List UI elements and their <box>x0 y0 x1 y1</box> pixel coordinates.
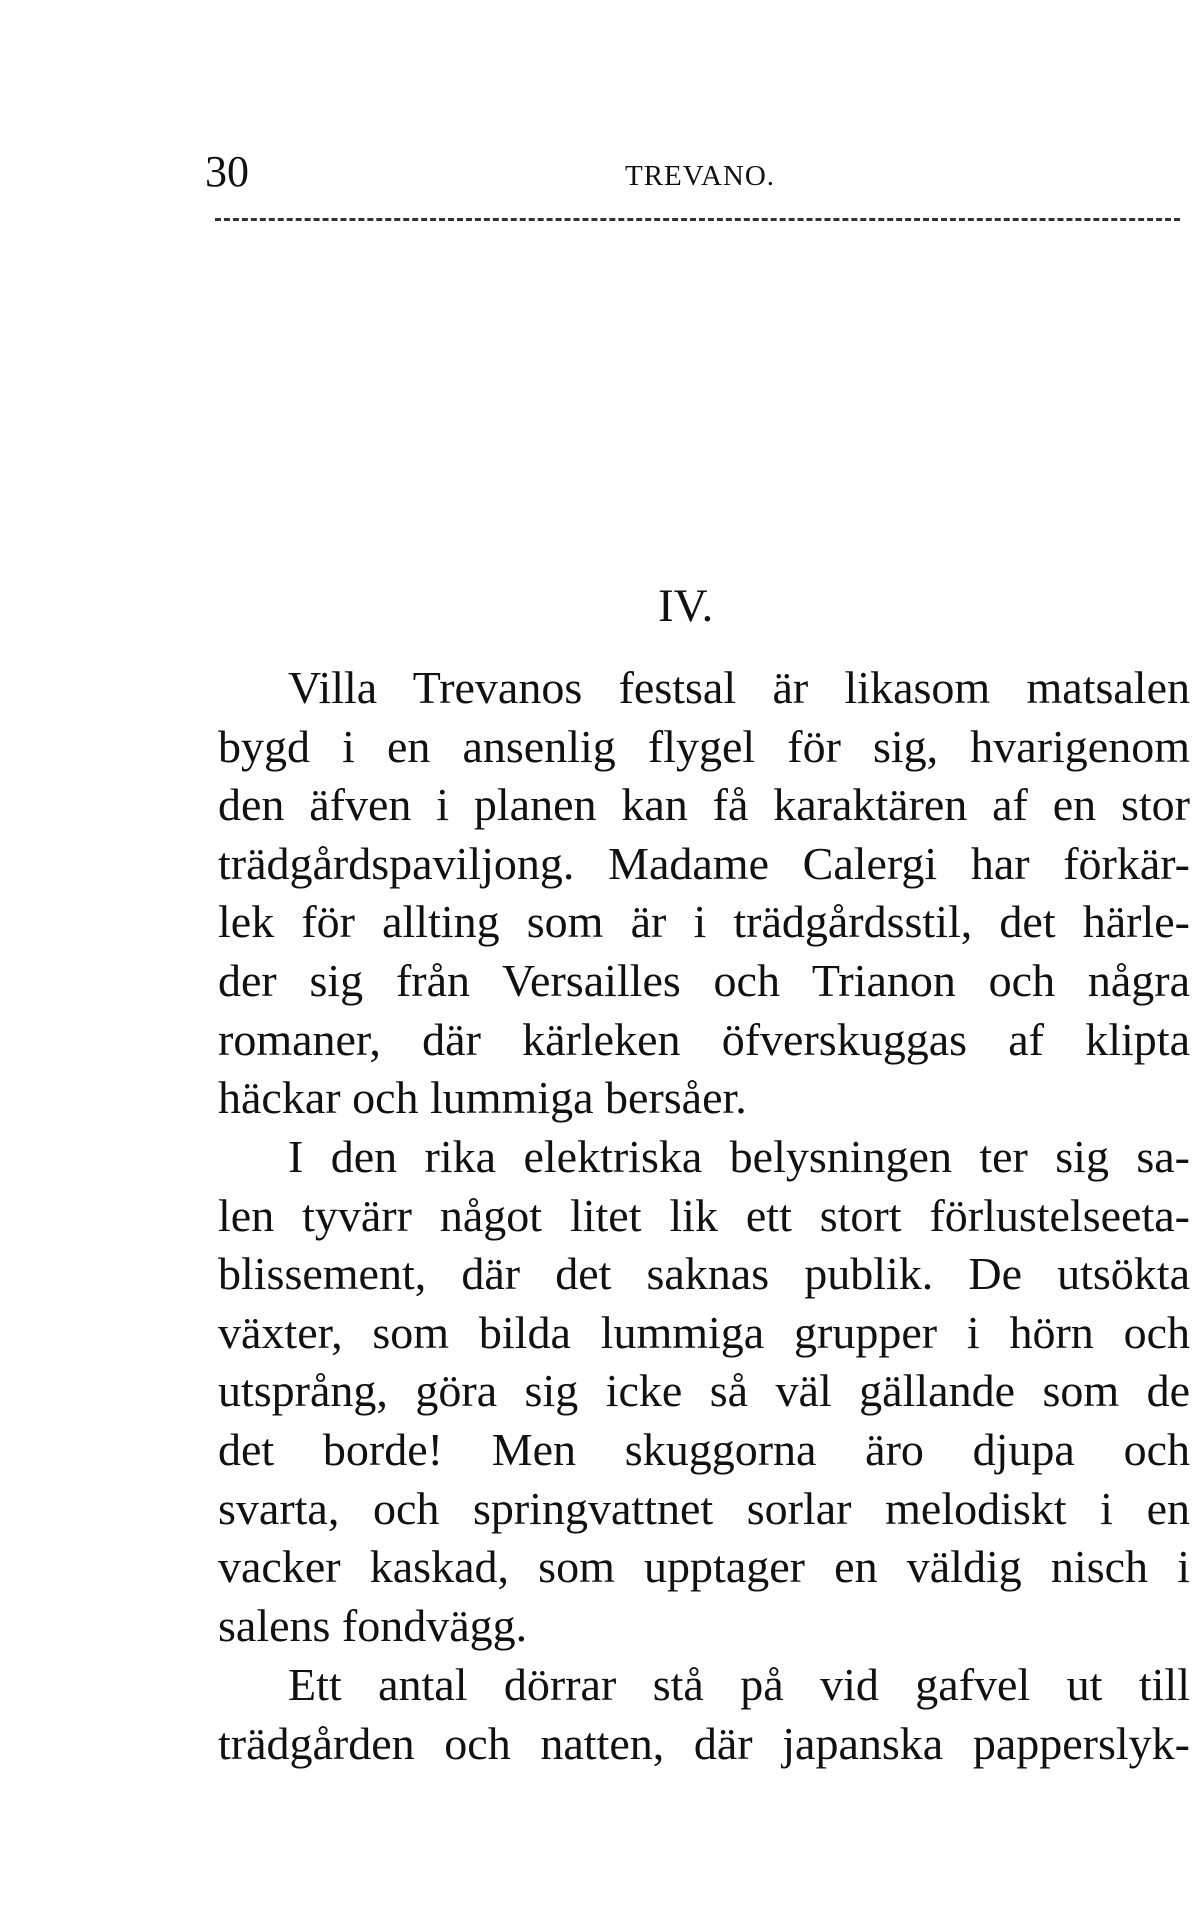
text-line: len tyvärr något litet lik ett stort förlustelseeta- <box>218 1189 1190 1241</box>
text-line: det borde! Men skuggorna äro djupa och <box>218 1423 1190 1475</box>
text-line: bygd i en ansenlig flygel för sig, hvarigenom <box>218 720 1190 772</box>
text-line: Ett antal dörrar stå på vid gafvel ut till <box>288 1659 1190 1710</box>
text-line: salens fondvägg. <box>218 1599 528 1651</box>
text-line: lek för allting som är i trädgårdsstil, det härle- <box>218 896 1190 948</box>
running-title: TREVANO. <box>625 160 776 192</box>
text-line: växter, som bilda lummiga grupper i hörn och <box>218 1306 1190 1358</box>
text-line: Villa Trevanos festsal är likasom matsalen <box>288 662 1190 713</box>
paragraph-2 <box>218 1128 1190 1655</box>
text-line: häckar och lummiga bersåer. <box>218 1072 747 1124</box>
paragraph-1 <box>218 659 1190 1128</box>
paragraph-3 <box>218 1656 1190 1773</box>
text-line: den äfven i planen kan få karaktären af en stor <box>218 779 1190 831</box>
text-line: utsprång, göra sig icke så väl gällande som de <box>218 1365 1190 1417</box>
page-number: 30 <box>205 147 249 196</box>
text-line: trädgårdspaviljong. Madame Calergi har förkär- <box>218 837 1190 889</box>
text-line: blissement, där det saknas publik. De utsökta <box>218 1248 1190 1300</box>
text-line: vacker kaskad, som upptager en väldig nisch i <box>218 1541 1190 1593</box>
text-line: svarta, och springvattnet sorlar melodiskt i en <box>218 1482 1190 1534</box>
text-line: trädgården och natten, där japanska papperslyk- <box>218 1717 1190 1769</box>
text-line: I den rika elektriska belysningen ter sig sa- <box>288 1131 1190 1182</box>
header-rule <box>215 218 1180 221</box>
text-line: der sig från Versailles och Trianon och några <box>218 954 1190 1006</box>
text-line: romaner, där kärleken öfverskuggas af klipta <box>218 1013 1190 1065</box>
chapter-heading: IV. <box>658 580 714 632</box>
